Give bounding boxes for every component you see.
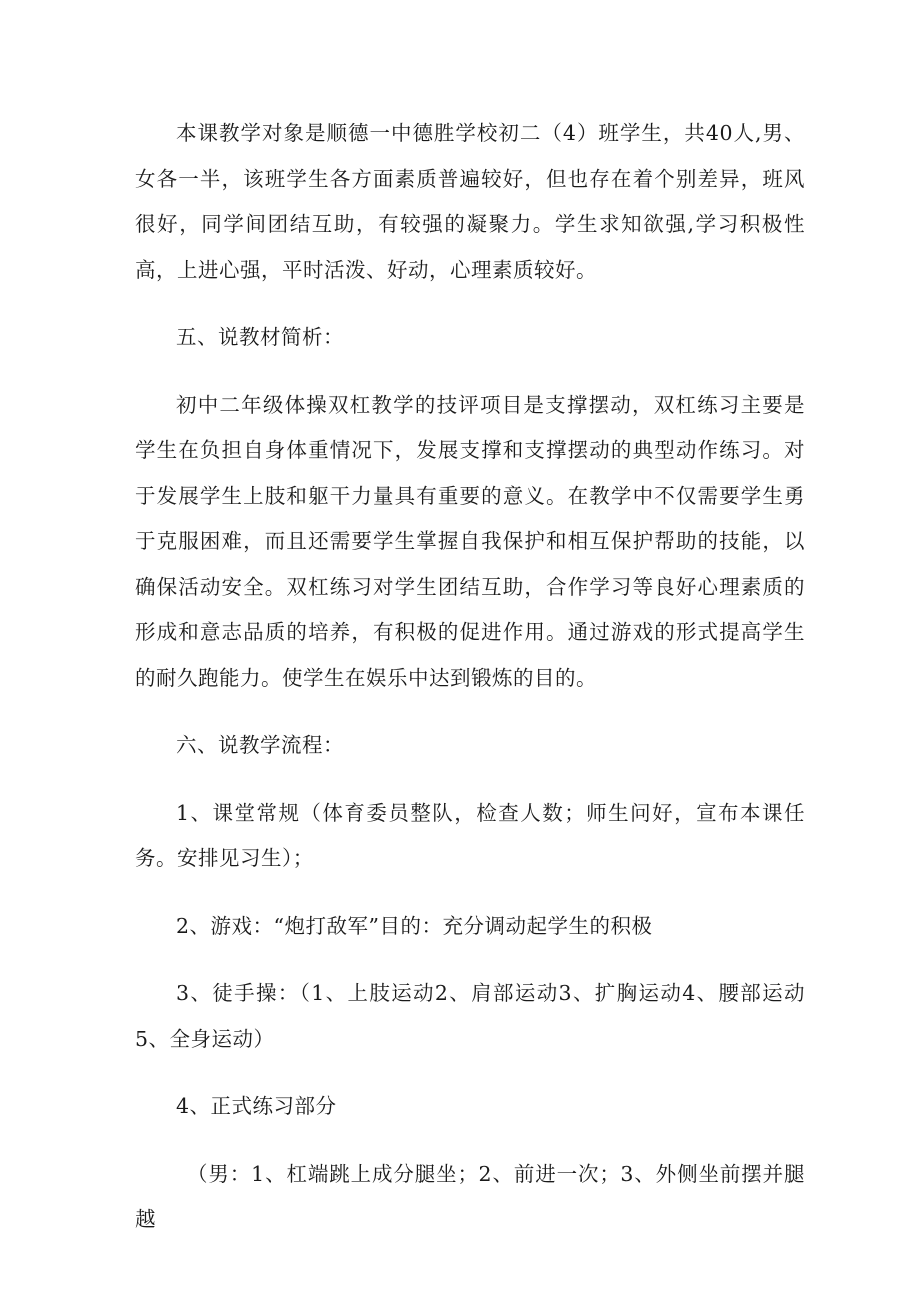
heading-teaching-process: 六、说教学流程： (176, 733, 344, 757)
paragraph-boys-practice: （男：1、杠端跳上成分腿坐；2、前进一次；3、外侧坐前摆并腿越 (135, 1161, 805, 1231)
document-body (135, 111, 805, 1243)
list-item-freehand-exercise: 3、徒手操：（1、上肢运动2、肩部运动3、扩胸运动4、腰部运动5、全身运动） (135, 981, 805, 1051)
paragraph-class-description: 本课教学对象是顺德一中德胜学校初二（4）班学生，共40人,男、女各一半，该班学生各方面素质普遍较好，但也存在着个别差异，班风很好，同学间团结互助，有较强的凝聚力。学生求知欲强,学习积极性高，上进心强，平时活泼、好动，心理素质较好。 (135, 121, 805, 282)
heading-textbook-analysis: 五、说教材简析： (176, 325, 344, 349)
list-item-formal-practice: 4、正式练习部分 (176, 1094, 337, 1118)
paragraph-textbook-analysis: 初中二年级体操双杠教学的技评项目是支撑摆动，双杠练习主要是学生在负担自身体重情况下，发展支撑和支撑摆动的典型动作练习。对于发展学生上肢和躯干力量具有重要的意义。在教学中不仅需要学生勇于克服困难，而且还需要学生掌握自我保护和相互保护帮助的技能，以确保活动安全。双杠练习对学生团结互助，合作学习等良好心理素质的形成和意志品质的培养，有积极的促进作用。通过游戏的形式提高学生的耐久跑能力。使学生在娱乐中达到锻炼的目的。 (135, 392, 805, 690)
list-item-class-routine: 1、课堂常规（体育委员整队，检查人数；师生问好，宣布本课任务。安排见习生）； (135, 800, 805, 870)
list-item-game: 2、游戏：“炮打敌军”目的：充分调动起学生的积极 (176, 913, 653, 938)
